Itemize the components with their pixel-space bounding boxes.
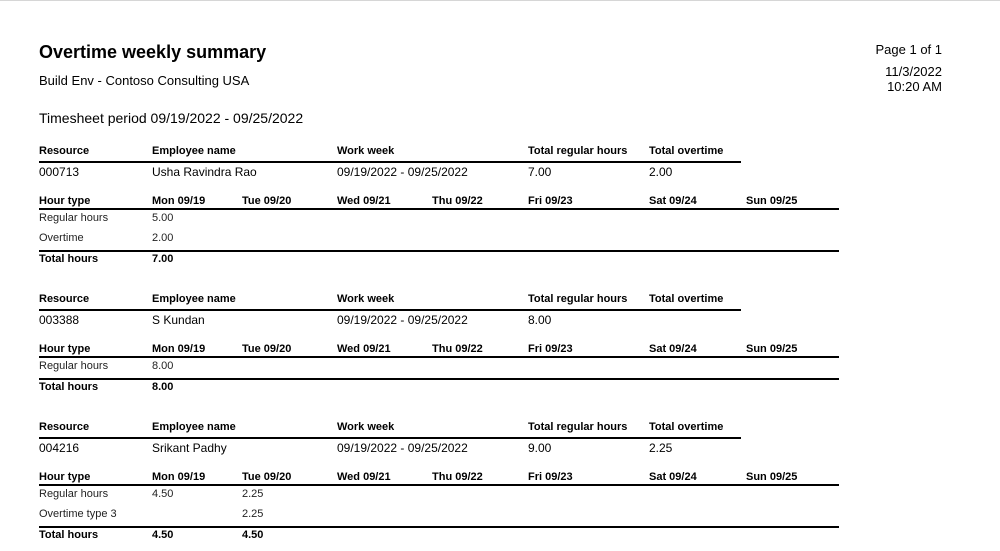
header-day: Tue 09/20 xyxy=(242,471,292,483)
header-day: Mon 09/19 xyxy=(152,471,206,483)
total-rule xyxy=(39,250,839,252)
hour-value: 5.00 xyxy=(152,212,174,224)
hour-value: 4.50 xyxy=(152,488,174,500)
report-subtitle: Build Env - Contoso Consulting USA xyxy=(39,73,250,88)
hour-type-label: Regular hours xyxy=(39,360,109,372)
total-rule xyxy=(39,526,839,528)
header-day: Wed 09/21 xyxy=(337,343,391,355)
value-resource: 004216 xyxy=(39,441,80,455)
hour-type-label: Regular hours xyxy=(39,488,109,500)
header-work-week: Work week xyxy=(337,293,395,305)
header-work-week: Work week xyxy=(337,145,395,157)
header-total-regular-hours: Total regular hours xyxy=(528,293,628,305)
total-hours-label: Total hours xyxy=(39,529,99,541)
employee-block xyxy=(0,421,1000,551)
header-hour-type: Hour type xyxy=(39,471,91,483)
value-employee-name: Usha Ravindra Rao xyxy=(152,165,257,179)
value-work-week: 09/19/2022 - 09/25/2022 xyxy=(337,441,468,455)
total-hours-value: 8.00 xyxy=(152,381,174,393)
detail-header-rule xyxy=(39,484,839,486)
header-day: Thu 09/22 xyxy=(432,343,483,355)
hour-type-label: Overtime type 3 xyxy=(39,508,117,520)
value-work-week: 09/19/2022 - 09/25/2022 xyxy=(337,165,468,179)
header-total-overtime: Total overtime xyxy=(649,421,724,433)
header-day: Fri 09/23 xyxy=(528,343,573,355)
header-total-regular-hours: Total regular hours xyxy=(528,421,628,433)
header-day: Sat 09/24 xyxy=(649,343,697,355)
header-day: Fri 09/23 xyxy=(528,471,573,483)
hour-value: 2.25 xyxy=(242,508,264,520)
total-hours-label: Total hours xyxy=(39,253,99,265)
header-resource: Resource xyxy=(39,293,90,305)
value-employee-name: Srikant Padhy xyxy=(152,441,227,455)
header-day: Sun 09/25 xyxy=(746,343,798,355)
header-day: Sat 09/24 xyxy=(649,195,697,207)
top-border xyxy=(0,0,1000,1)
header-resource: Resource xyxy=(39,145,90,157)
value-total-regular-hours: 7.00 xyxy=(528,165,552,179)
detail-header-rule xyxy=(39,208,839,210)
value-employee-name: S Kundan xyxy=(152,313,205,327)
header-day: Sat 09/24 xyxy=(649,471,697,483)
header-hour-type: Hour type xyxy=(39,343,91,355)
summary-header-rule xyxy=(39,437,741,439)
header-total-regular-hours: Total regular hours xyxy=(528,145,628,157)
hour-type-label: Regular hours xyxy=(39,212,109,224)
total-rule xyxy=(39,378,839,380)
page-indicator: Page 1 of 1 xyxy=(875,42,942,57)
value-resource: 000713 xyxy=(39,165,80,179)
employee-block xyxy=(0,293,1000,423)
value-total-regular-hours: 9.00 xyxy=(528,441,552,455)
header-day: Thu 09/22 xyxy=(432,471,483,483)
value-work-week: 09/19/2022 - 09/25/2022 xyxy=(337,313,468,327)
header-total-overtime: Total overtime xyxy=(649,145,724,157)
total-hours-value: 4.50 xyxy=(242,529,264,541)
detail-header-rule xyxy=(39,356,839,358)
report-time: 10:20 AM xyxy=(887,79,942,94)
report-date: 11/3/2022 xyxy=(885,64,942,79)
header-employee-name: Employee name xyxy=(152,293,236,305)
header-day: Tue 09/20 xyxy=(242,343,292,355)
header-total-overtime: Total overtime xyxy=(649,293,724,305)
hour-value: 8.00 xyxy=(152,360,174,372)
header-employee-name: Employee name xyxy=(152,421,236,433)
header-hour-type: Hour type xyxy=(39,195,91,207)
value-total-regular-hours: 8.00 xyxy=(528,313,552,327)
header-day: Wed 09/21 xyxy=(337,195,391,207)
header-day: Fri 09/23 xyxy=(528,195,573,207)
report-timestamp xyxy=(885,64,942,94)
hour-value: 2.25 xyxy=(242,488,264,500)
header-day: Mon 09/19 xyxy=(152,195,206,207)
header-resource: Resource xyxy=(39,421,90,433)
value-total-overtime: 2.25 xyxy=(649,441,673,455)
summary-header-rule xyxy=(39,309,741,311)
total-hours-value: 4.50 xyxy=(152,529,174,541)
header-day: Mon 09/19 xyxy=(152,343,206,355)
summary-header-rule xyxy=(39,161,741,163)
header-day: Sun 09/25 xyxy=(746,195,798,207)
value-total-overtime: 2.00 xyxy=(649,165,673,179)
value-resource: 003388 xyxy=(39,313,80,327)
timesheet-period: Timesheet period 09/19/2022 - 09/25/2022 xyxy=(39,110,304,126)
header-day: Thu 09/22 xyxy=(432,195,483,207)
hour-type-label: Overtime xyxy=(39,232,84,244)
total-hours-label: Total hours xyxy=(39,381,99,393)
header-day: Tue 09/20 xyxy=(242,195,292,207)
header-day: Wed 09/21 xyxy=(337,471,391,483)
total-hours-value: 7.00 xyxy=(152,253,174,265)
employee-block xyxy=(0,145,1000,275)
header-employee-name: Employee name xyxy=(152,145,236,157)
header-work-week: Work week xyxy=(337,421,395,433)
report-title: Overtime weekly summary xyxy=(39,42,267,62)
hour-value: 2.00 xyxy=(152,232,174,244)
header-day: Sun 09/25 xyxy=(746,471,798,483)
